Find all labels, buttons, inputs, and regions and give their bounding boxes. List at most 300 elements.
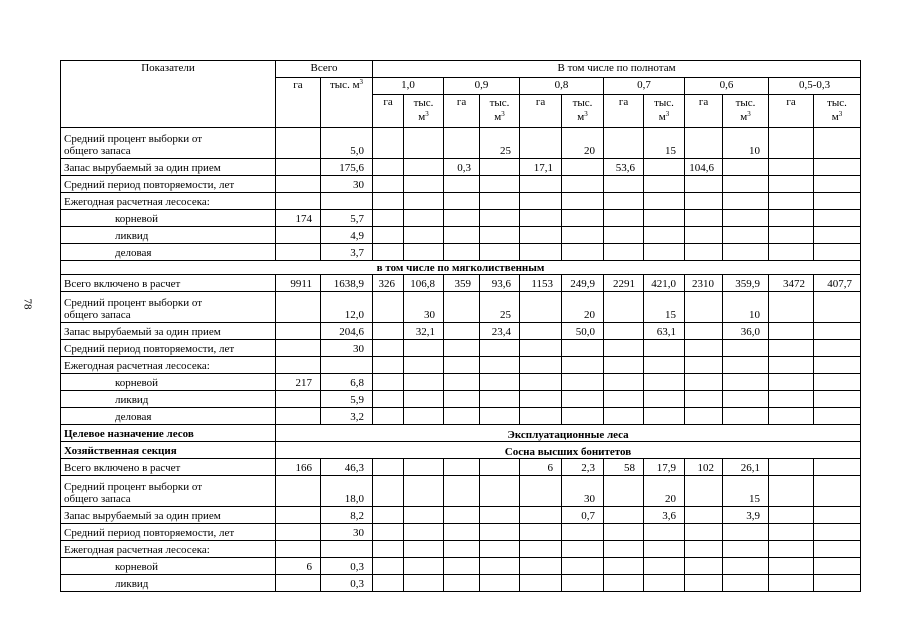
table-cell: 26,1 bbox=[723, 459, 769, 476]
table-cell bbox=[480, 524, 520, 541]
header-density-5: 0,5-0,3 bbox=[769, 78, 861, 95]
table-cell bbox=[604, 575, 644, 592]
table-cell: 25 bbox=[480, 128, 520, 159]
table-cell bbox=[562, 408, 604, 425]
table-cell: 6 bbox=[520, 459, 562, 476]
row-label: Средний процент выборки от общего запаса bbox=[61, 476, 276, 507]
unit-sup: 3 bbox=[747, 110, 751, 118]
table-cell: 175,6 bbox=[321, 159, 373, 176]
table-cell: 0,3 bbox=[444, 159, 480, 176]
table-cell bbox=[520, 391, 562, 408]
table-cell bbox=[685, 176, 723, 193]
table-cell bbox=[373, 323, 404, 340]
table-cell bbox=[685, 210, 723, 227]
table-cell: 23,4 bbox=[480, 323, 520, 340]
table-cell bbox=[562, 374, 604, 391]
table-cell bbox=[814, 292, 861, 323]
table-cell bbox=[321, 541, 373, 558]
unit-thous: тыс. bbox=[654, 97, 674, 109]
header-ha: га bbox=[444, 95, 480, 128]
unit-text bbox=[490, 96, 510, 124]
table-cell bbox=[520, 524, 562, 541]
table-cell bbox=[814, 558, 861, 575]
table-cell: 30 bbox=[562, 476, 604, 507]
table-cell bbox=[604, 340, 644, 357]
table-cell bbox=[444, 357, 480, 374]
section-value: Эксплуатационные леса bbox=[276, 425, 861, 442]
table-cell bbox=[723, 408, 769, 425]
table-cell bbox=[644, 374, 685, 391]
unit-m: м bbox=[494, 111, 502, 123]
table-cell bbox=[685, 374, 723, 391]
unit-sup: 3 bbox=[584, 110, 588, 118]
table-cell bbox=[444, 476, 480, 507]
table-cell bbox=[723, 357, 769, 374]
row-label: деловая bbox=[61, 408, 276, 425]
unit-m: м bbox=[831, 111, 839, 123]
table-cell bbox=[644, 541, 685, 558]
table-cell bbox=[404, 575, 444, 592]
table-cell bbox=[604, 128, 644, 159]
table-cell: 6 bbox=[276, 558, 321, 575]
unit-text bbox=[736, 96, 756, 124]
table-cell bbox=[769, 507, 814, 524]
table-cell bbox=[685, 507, 723, 524]
cutting-calculation-table bbox=[60, 60, 861, 592]
unit-sup: 3 bbox=[665, 110, 670, 118]
table-row bbox=[61, 227, 861, 244]
table-cell bbox=[604, 507, 644, 524]
table-cell bbox=[480, 244, 520, 261]
table-cell: 10 bbox=[723, 292, 769, 323]
table-cell bbox=[520, 558, 562, 575]
table-row bbox=[61, 292, 861, 323]
table-cell: 93,6 bbox=[480, 275, 520, 292]
table-cell bbox=[480, 558, 520, 575]
table-cell bbox=[562, 227, 604, 244]
table-cell bbox=[520, 210, 562, 227]
table-cell bbox=[604, 558, 644, 575]
table-cell bbox=[444, 391, 480, 408]
table-cell bbox=[685, 227, 723, 244]
table-cell bbox=[685, 476, 723, 507]
table-cell bbox=[276, 176, 321, 193]
table-cell bbox=[276, 408, 321, 425]
table-cell: 12,0 bbox=[321, 292, 373, 323]
table-cell: 2310 bbox=[685, 275, 723, 292]
table-cell bbox=[520, 292, 562, 323]
table-cell: 9911 bbox=[276, 275, 321, 292]
table-cell bbox=[769, 558, 814, 575]
table-cell bbox=[685, 408, 723, 425]
table-cell bbox=[520, 575, 562, 592]
table-row bbox=[61, 391, 861, 408]
table-cell bbox=[644, 408, 685, 425]
header-volume bbox=[814, 95, 861, 128]
table-cell: 8,2 bbox=[321, 507, 373, 524]
table-cell: 3,7 bbox=[321, 244, 373, 261]
table-cell bbox=[480, 210, 520, 227]
table-cell bbox=[644, 558, 685, 575]
table-cell bbox=[644, 159, 685, 176]
table-cell: 421,0 bbox=[644, 275, 685, 292]
table-cell bbox=[276, 128, 321, 159]
table-cell bbox=[769, 391, 814, 408]
table-cell bbox=[404, 541, 444, 558]
table-cell bbox=[685, 357, 723, 374]
header-volume bbox=[723, 95, 769, 128]
table-cell bbox=[814, 193, 861, 210]
table-cell bbox=[444, 176, 480, 193]
table-cell bbox=[444, 459, 480, 476]
table-cell bbox=[480, 159, 520, 176]
unit-sup: 3 bbox=[501, 110, 505, 118]
row-label: Ежегодная расчетная лесосека: bbox=[61, 193, 276, 210]
table-cell bbox=[404, 558, 444, 575]
table-row bbox=[61, 408, 861, 425]
table-cell bbox=[644, 193, 685, 210]
table-cell: 32,1 bbox=[404, 323, 444, 340]
table-cell: 0,7 bbox=[562, 507, 604, 524]
table-cell: 249,9 bbox=[562, 275, 604, 292]
table-cell: 102 bbox=[685, 459, 723, 476]
table-cell bbox=[404, 128, 444, 159]
table-row bbox=[61, 323, 861, 340]
table-cell bbox=[562, 210, 604, 227]
table-cell bbox=[373, 374, 404, 391]
table-cell bbox=[373, 340, 404, 357]
table-cell bbox=[562, 340, 604, 357]
table-cell bbox=[404, 459, 444, 476]
table-cell bbox=[373, 575, 404, 592]
table-cell bbox=[769, 541, 814, 558]
table-cell bbox=[644, 575, 685, 592]
table-cell bbox=[276, 357, 321, 374]
table-cell bbox=[814, 128, 861, 159]
unit-thous: тыс. bbox=[413, 97, 434, 109]
header-total: Всего bbox=[276, 61, 373, 78]
table-cell bbox=[769, 193, 814, 210]
table-row bbox=[61, 128, 861, 159]
table-cell: 359,9 bbox=[723, 275, 769, 292]
table-cell bbox=[723, 391, 769, 408]
table-cell bbox=[480, 391, 520, 408]
header-density-3: 0,7 bbox=[604, 78, 685, 95]
table-cell bbox=[604, 193, 644, 210]
table-cell: 20 bbox=[644, 476, 685, 507]
table-cell bbox=[373, 408, 404, 425]
table-cell bbox=[562, 541, 604, 558]
table-cell bbox=[373, 244, 404, 261]
table-cell bbox=[604, 176, 644, 193]
table-cell bbox=[520, 357, 562, 374]
header-ha: га bbox=[373, 95, 404, 128]
table-cell bbox=[444, 558, 480, 575]
table-cell bbox=[276, 340, 321, 357]
table-cell bbox=[723, 227, 769, 244]
table-cell bbox=[769, 357, 814, 374]
table-cell bbox=[373, 507, 404, 524]
row-label: Запас вырубаемый за один прием bbox=[61, 507, 276, 524]
header-volume bbox=[404, 95, 444, 128]
table-cell bbox=[562, 176, 604, 193]
table-row bbox=[61, 524, 861, 541]
table-cell bbox=[769, 476, 814, 507]
table-cell: 217 bbox=[276, 374, 321, 391]
table-cell bbox=[604, 476, 644, 507]
table-cell bbox=[814, 541, 861, 558]
row-label: Ежегодная расчетная лесосека: bbox=[61, 357, 276, 374]
table-cell bbox=[685, 292, 723, 323]
table-cell bbox=[604, 408, 644, 425]
table-row bbox=[61, 374, 861, 391]
table-row bbox=[61, 575, 861, 592]
table-cell bbox=[644, 340, 685, 357]
table-cell bbox=[444, 292, 480, 323]
unit-thous: тыс. bbox=[489, 97, 510, 109]
table-cell bbox=[480, 176, 520, 193]
table-cell: 166 bbox=[276, 459, 321, 476]
table-cell bbox=[480, 227, 520, 244]
table-cell bbox=[769, 244, 814, 261]
table-cell bbox=[404, 193, 444, 210]
row-label: Запас вырубаемый за один прием bbox=[61, 323, 276, 340]
table-cell bbox=[814, 391, 861, 408]
header-volume bbox=[480, 95, 520, 128]
table-cell: 2,3 bbox=[562, 459, 604, 476]
table-cell bbox=[814, 159, 861, 176]
row-label: Всего включено в расчет bbox=[61, 275, 276, 292]
table-cell bbox=[404, 159, 444, 176]
table-cell bbox=[480, 541, 520, 558]
table-row bbox=[61, 442, 861, 459]
section-header: в том числе по мягколиственным bbox=[61, 261, 861, 275]
table-cell: 359 bbox=[444, 275, 480, 292]
table-cell bbox=[444, 227, 480, 244]
table-cell: 15 bbox=[723, 476, 769, 507]
table-cell bbox=[769, 210, 814, 227]
unit-text bbox=[573, 96, 593, 124]
table-cell bbox=[769, 459, 814, 476]
table-cell bbox=[723, 575, 769, 592]
row-label: корневой bbox=[61, 558, 276, 575]
section-label: Целевое назначение лесов bbox=[61, 425, 276, 442]
table-cell bbox=[814, 244, 861, 261]
table-cell bbox=[520, 244, 562, 261]
table-cell bbox=[769, 292, 814, 323]
header-volume bbox=[562, 95, 604, 128]
table-cell bbox=[404, 227, 444, 244]
table-cell bbox=[520, 176, 562, 193]
table-cell bbox=[480, 575, 520, 592]
table-cell bbox=[604, 374, 644, 391]
table-cell: 17,1 bbox=[520, 159, 562, 176]
table-cell bbox=[276, 323, 321, 340]
table-cell: 3472 bbox=[769, 275, 814, 292]
table-cell bbox=[373, 357, 404, 374]
table-cell bbox=[520, 408, 562, 425]
table-cell bbox=[444, 340, 480, 357]
table-cell bbox=[404, 340, 444, 357]
table-cell bbox=[814, 507, 861, 524]
table-row bbox=[61, 425, 861, 442]
table-cell: 30 bbox=[321, 340, 373, 357]
table-cell bbox=[604, 357, 644, 374]
table-row bbox=[61, 193, 861, 210]
table-cell bbox=[604, 227, 644, 244]
table-cell: 5,7 bbox=[321, 210, 373, 227]
table-cell bbox=[520, 323, 562, 340]
table-cell bbox=[604, 541, 644, 558]
table-cell: 15 bbox=[644, 128, 685, 159]
table-cell: 53,6 bbox=[604, 159, 644, 176]
table-cell bbox=[644, 524, 685, 541]
header-total-volume bbox=[321, 78, 373, 128]
header-ha: га bbox=[685, 95, 723, 128]
table-cell bbox=[769, 524, 814, 541]
row-label: корневой bbox=[61, 374, 276, 391]
table-row bbox=[61, 275, 861, 292]
header-density-1: 0,9 bbox=[444, 78, 520, 95]
table-cell bbox=[373, 210, 404, 227]
row-label: Запас вырубаемый за один прием bbox=[61, 159, 276, 176]
table-row bbox=[61, 340, 861, 357]
table-cell bbox=[723, 524, 769, 541]
table-cell bbox=[444, 193, 480, 210]
table-cell bbox=[444, 244, 480, 261]
row-label: деловая bbox=[61, 244, 276, 261]
table-cell bbox=[373, 292, 404, 323]
table-cell bbox=[404, 244, 444, 261]
table-cell bbox=[562, 575, 604, 592]
table-cell bbox=[685, 340, 723, 357]
unit-m: м bbox=[577, 111, 585, 123]
table-cell: 30 bbox=[404, 292, 444, 323]
table-cell bbox=[444, 507, 480, 524]
table-cell: 63,1 bbox=[644, 323, 685, 340]
table-cell bbox=[814, 374, 861, 391]
table-cell bbox=[644, 227, 685, 244]
unit-m: м bbox=[418, 111, 426, 123]
table-cell bbox=[520, 374, 562, 391]
table-cell bbox=[373, 227, 404, 244]
page-number: 78 bbox=[21, 298, 34, 310]
unit-sup: 3 bbox=[838, 110, 843, 118]
table-row bbox=[61, 459, 861, 476]
table-cell bbox=[444, 541, 480, 558]
table-cell bbox=[769, 227, 814, 244]
table-cell bbox=[276, 524, 321, 541]
table-cell bbox=[604, 524, 644, 541]
table-cell: 20 bbox=[562, 292, 604, 323]
table-cell: 326 bbox=[373, 275, 404, 292]
table-cell: 18,0 bbox=[321, 476, 373, 507]
row-label: Всего включено в расчет bbox=[61, 459, 276, 476]
table-cell: 204,6 bbox=[321, 323, 373, 340]
table-cell bbox=[520, 507, 562, 524]
table-cell: 174 bbox=[276, 210, 321, 227]
table-cell: 1638,9 bbox=[321, 275, 373, 292]
row-label: Средний период повторяемости, лет bbox=[61, 340, 276, 357]
table-cell: 15 bbox=[644, 292, 685, 323]
table-cell bbox=[723, 193, 769, 210]
table-cell: 104,6 bbox=[685, 159, 723, 176]
table-cell bbox=[276, 541, 321, 558]
table-cell bbox=[404, 176, 444, 193]
table-cell bbox=[444, 408, 480, 425]
table-cell: 6,8 bbox=[321, 374, 373, 391]
table-cell bbox=[404, 524, 444, 541]
table-cell: 106,8 bbox=[404, 275, 444, 292]
table-cell bbox=[562, 159, 604, 176]
header-density-0: 1,0 bbox=[373, 78, 444, 95]
table-cell: 30 bbox=[321, 176, 373, 193]
table-cell: 5,9 bbox=[321, 391, 373, 408]
table-cell: 5,0 bbox=[321, 128, 373, 159]
table-row bbox=[61, 507, 861, 524]
table-cell bbox=[644, 210, 685, 227]
table-cell bbox=[814, 357, 861, 374]
table-cell: 2291 bbox=[604, 275, 644, 292]
header-by-density: В том числе по полнотам bbox=[373, 61, 861, 78]
table-cell bbox=[404, 476, 444, 507]
table-cell: 36,0 bbox=[723, 323, 769, 340]
table-cell bbox=[814, 524, 861, 541]
table-cell bbox=[276, 476, 321, 507]
header-indicators: Показатели bbox=[61, 61, 276, 128]
table-cell bbox=[520, 340, 562, 357]
table-cell bbox=[444, 524, 480, 541]
table-row bbox=[61, 159, 861, 176]
table-cell: 1153 bbox=[520, 275, 562, 292]
table-cell bbox=[276, 244, 321, 261]
table-cell bbox=[604, 210, 644, 227]
table-row bbox=[61, 541, 861, 558]
table-cell: 0,3 bbox=[321, 558, 373, 575]
row-label: Средний период повторяемости, лет bbox=[61, 524, 276, 541]
row-label: ликвид bbox=[61, 575, 276, 592]
table-cell bbox=[373, 524, 404, 541]
table-cell bbox=[373, 159, 404, 176]
table-cell bbox=[604, 323, 644, 340]
table-cell bbox=[769, 323, 814, 340]
row-label: ликвид bbox=[61, 227, 276, 244]
table-cell bbox=[276, 507, 321, 524]
unit-thous: тыс. bbox=[735, 97, 756, 109]
unit-m: м bbox=[658, 111, 666, 123]
table-cell bbox=[276, 391, 321, 408]
table-cell bbox=[373, 176, 404, 193]
table-cell bbox=[480, 507, 520, 524]
table-cell bbox=[404, 507, 444, 524]
table-cell bbox=[562, 357, 604, 374]
row-label: корневой bbox=[61, 210, 276, 227]
table-cell bbox=[644, 176, 685, 193]
table-row bbox=[61, 476, 861, 507]
table-cell bbox=[769, 176, 814, 193]
table-cell bbox=[685, 193, 723, 210]
row-label: ликвид bbox=[61, 391, 276, 408]
table-cell bbox=[480, 340, 520, 357]
table-cell bbox=[276, 227, 321, 244]
table-cell bbox=[685, 323, 723, 340]
table-cell bbox=[644, 244, 685, 261]
table-cell bbox=[373, 459, 404, 476]
header-total-ha: га bbox=[276, 78, 321, 128]
table-cell bbox=[685, 244, 723, 261]
unit-sup: 3 bbox=[425, 110, 429, 118]
table-cell bbox=[373, 391, 404, 408]
